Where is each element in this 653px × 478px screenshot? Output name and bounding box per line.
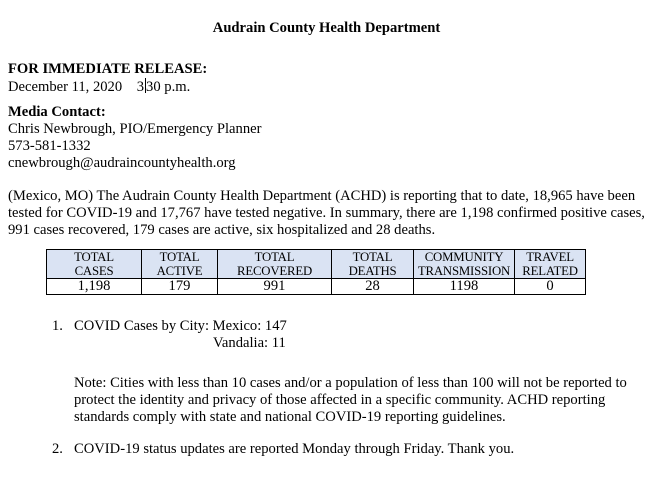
value-travel-related: 0 — [515, 279, 586, 295]
city-note: Note: Cities with less than 10 cases and/or a population of less than 100 will not be reported to protect the identity and privacy of those affected in a specific community. ACHD reporting standards comply with state and national COVID-19 reporting guidelines. — [74, 375, 627, 425]
value-total-cases: 1,198 — [47, 279, 142, 295]
value-community-transmission: 1198 — [414, 279, 515, 295]
list-item-continuation: Vandalia: 11 — [213, 335, 286, 351]
value-total-deaths: 28 — [332, 279, 414, 295]
header-total-cases: TOTAL CASES — [47, 250, 142, 279]
list-item-text: COVID Cases by City: Mexico: 147 — [74, 318, 287, 334]
header-total-recovered: TOTAL RECOVERED — [218, 250, 332, 279]
contact-phone: 573-581-1332 — [8, 138, 91, 154]
value-total-recovered: 991 — [218, 279, 332, 295]
stats-header-row — [47, 250, 586, 279]
summary-paragraph: (Mexico, MO) The Audrain County Health Department (ACHD) is reporting that to date, 18,965 have been tested for COVID-19 and 17,767 have tested negative. In summary, there are 1,198 confirmed positive cases, 991 cases recovered, 179 cases are active, six hospitalized and 28 deaths. — [8, 188, 645, 238]
release-time-hour: 3 — [136, 79, 145, 95]
document-title: Audrain County Health Department — [212, 20, 441, 36]
list-number: 2. — [52, 441, 63, 457]
release-date: December 11, 2020 — [8, 79, 123, 95]
release-block — [8, 61, 207, 96]
header-total-deaths: TOTAL DEATHS — [332, 250, 414, 279]
media-contact-block — [8, 104, 261, 172]
list-number: 1. — [52, 318, 63, 334]
value-total-active: 179 — [142, 279, 218, 295]
header-travel-related: TRAVEL RELATED — [515, 250, 586, 279]
header-community-transmission: COMMUNITY TRANSMISSION — [414, 250, 515, 279]
contact-email: cnewbrough@audraincountyhealth.org — [8, 155, 236, 171]
stats-table — [46, 249, 586, 295]
stats-value-row — [47, 279, 586, 295]
list-item-text: COVID-19 status updates are reported Monday through Friday. Thank you. — [74, 441, 515, 457]
header-total-active: TOTAL ACTIVE — [142, 250, 218, 279]
contact-heading: Media Contact: — [8, 104, 106, 120]
release-heading: FOR IMMEDIATE RELEASE: — [8, 61, 208, 77]
contact-name: Chris Newbrough, PIO/Emergency Planner — [8, 121, 262, 137]
release-date-line — [8, 78, 207, 96]
release-time-rest: 30 p.m. — [146, 79, 191, 95]
